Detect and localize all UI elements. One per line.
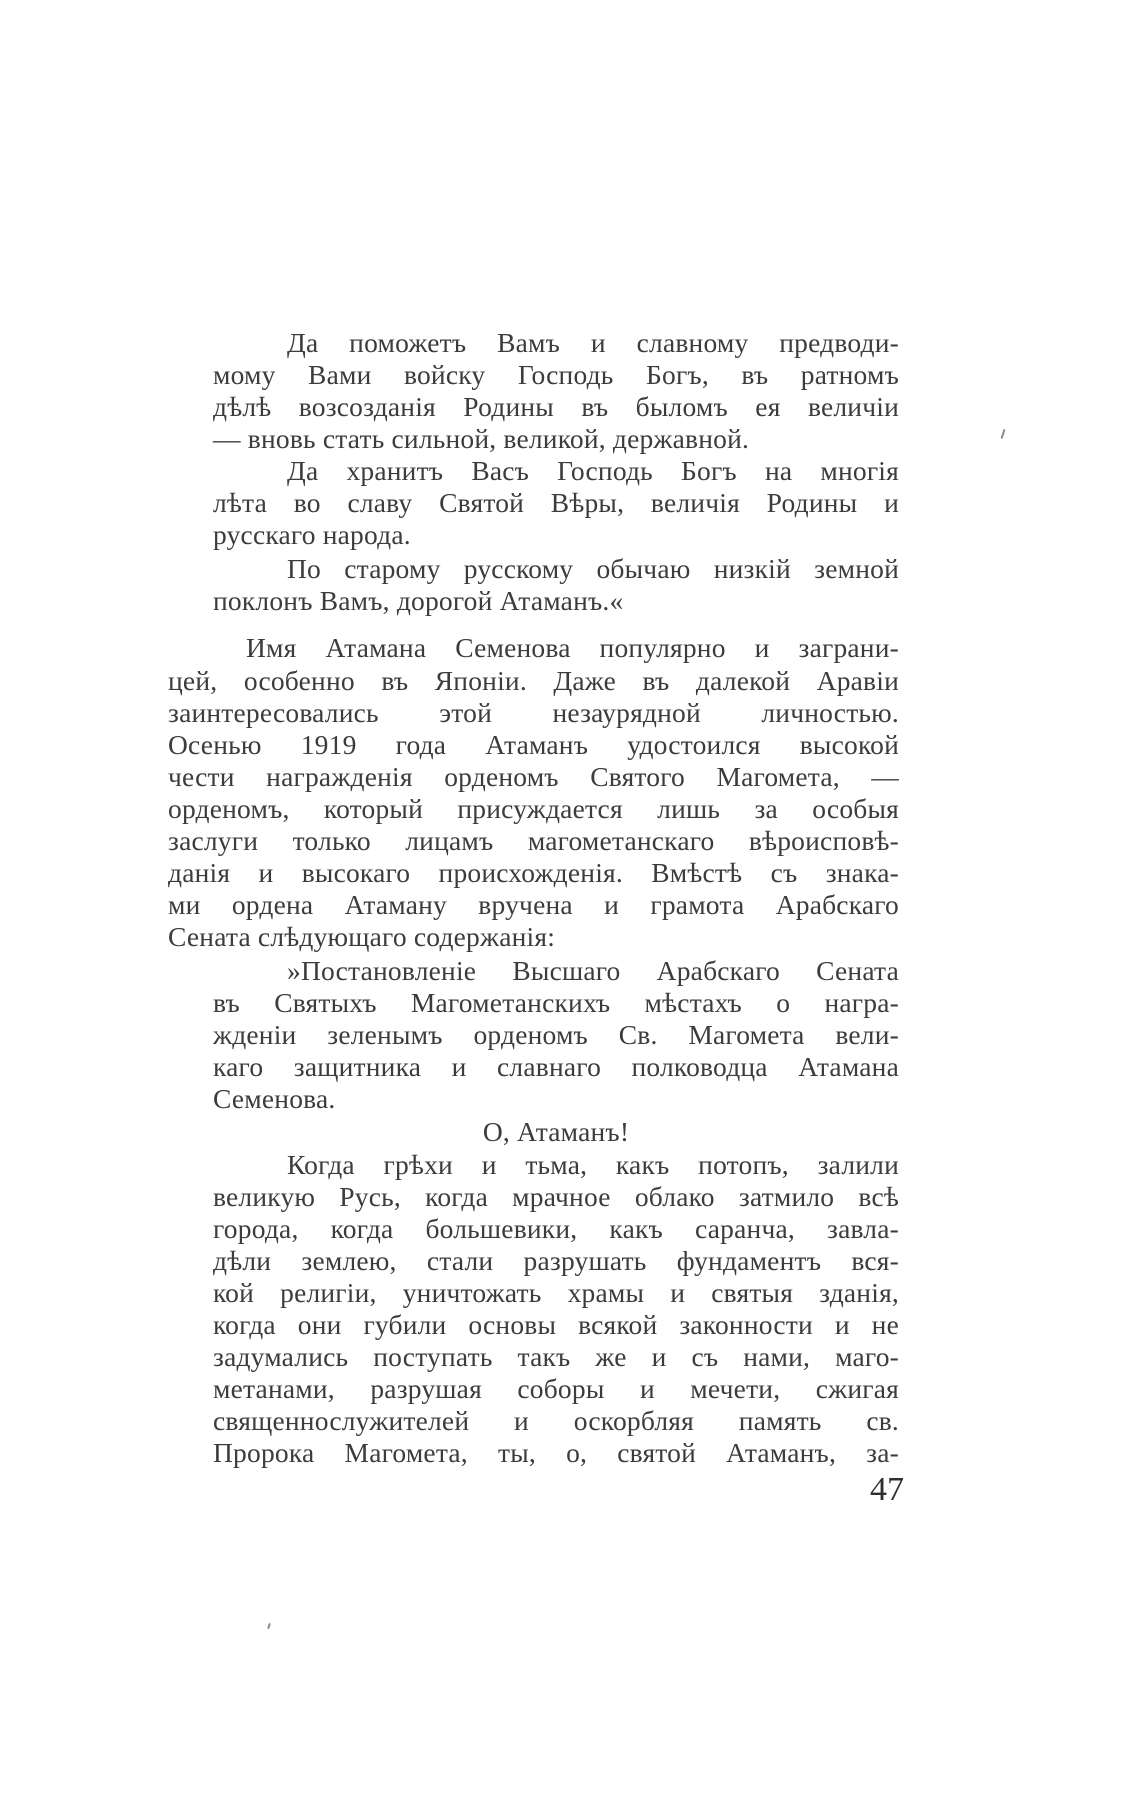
text-line: великую Русь, когда мрачное облако затмило всѣ (213, 1181, 899, 1212)
text-line: въ Святыхъ Магометанскихъ мѣстахъ о награ- (213, 987, 899, 1018)
text-line: дѣли землею, стали разрушать фундаментъ вся- (213, 1245, 899, 1276)
text-line: ми ордена Атаману вручена и грамота Арабскаго (168, 889, 899, 920)
scan-speck (1001, 429, 1006, 439)
text-line: священнослужителей и оскорбляя память св. (213, 1405, 899, 1436)
text-line: По старому русскому обычаю низкій земной (287, 553, 899, 584)
text-line: Сената слѣдующаго содержанія: (168, 921, 556, 952)
text-line: — вновь стать сильной, великой, державной. (213, 423, 750, 454)
text-line: заинтересовались этой незаурядной личностью. (168, 697, 899, 728)
text-line: Имя Атамана Семенова популярно и заграни- (246, 632, 899, 663)
text-line: Пророка Магомета, ты, о, святой Атаманъ, за- (213, 1437, 899, 1468)
text-line: данія и высокаго происхожденія. Вмѣстѣ съ знака- (168, 857, 899, 888)
text-line: »Постановленіе Высшаго Арабскаго Сената (287, 955, 899, 986)
text-line: дѣлѣ возсозданія Родины въ быломъ ея величіи (213, 391, 899, 422)
text-line: кой религіи, уничтожать храмы и святыя зданія, (213, 1277, 899, 1308)
salutation: О, Атаманъ! (482, 1116, 630, 1147)
text-line: города, когда большевики, какъ саранча, завла- (213, 1213, 899, 1244)
text-line: задумались поступать такъ же и съ нами, маго- (213, 1341, 899, 1372)
scan-speck (267, 1623, 271, 1629)
text-line: Осенью 1919 года Атаманъ удостоился высокой (168, 729, 899, 760)
text-line: поклонъ Вамъ, дорогой Атаманъ.« (213, 585, 624, 616)
text-line: цей, особенно въ Японіи. Даже въ далекой Аравіи (168, 665, 899, 696)
text-line: каго защитника и славнаго полководца Атамана (213, 1051, 899, 1082)
text-line: Семенова. (213, 1083, 336, 1114)
text-line: русскаго народа. (213, 519, 411, 550)
text-line: жденіи зеленымъ орденомъ Св. Магомета вели- (213, 1019, 899, 1050)
text-line: мому Вами войску Господь Богъ, въ ратномъ (213, 359, 899, 390)
text-line: Когда грѣхи и тьма, какъ потопъ, залили (287, 1149, 899, 1180)
text-line: заслуги только лицамъ магометанскаго вѣроисповѣ- (168, 825, 899, 856)
text-line: чести награжденія орденомъ Святого Магомета, — (168, 761, 899, 792)
text-line: орденомъ, который присуждается лишь за особыя (168, 793, 899, 824)
text-line: лѣта во славу Святой Вѣры, величія Родины и (213, 487, 899, 518)
text-line: Да хранитъ Васъ Господь Богъ на многія (287, 455, 899, 486)
text-line: Да поможетъ Вамъ и славному предводи- (287, 327, 899, 358)
text-line: метанами, разрушая соборы и мечети, сжигая (213, 1373, 899, 1404)
text-line: когда они губили основы всякой законности и не (213, 1309, 899, 1340)
page-number: 47 (870, 1471, 904, 1508)
